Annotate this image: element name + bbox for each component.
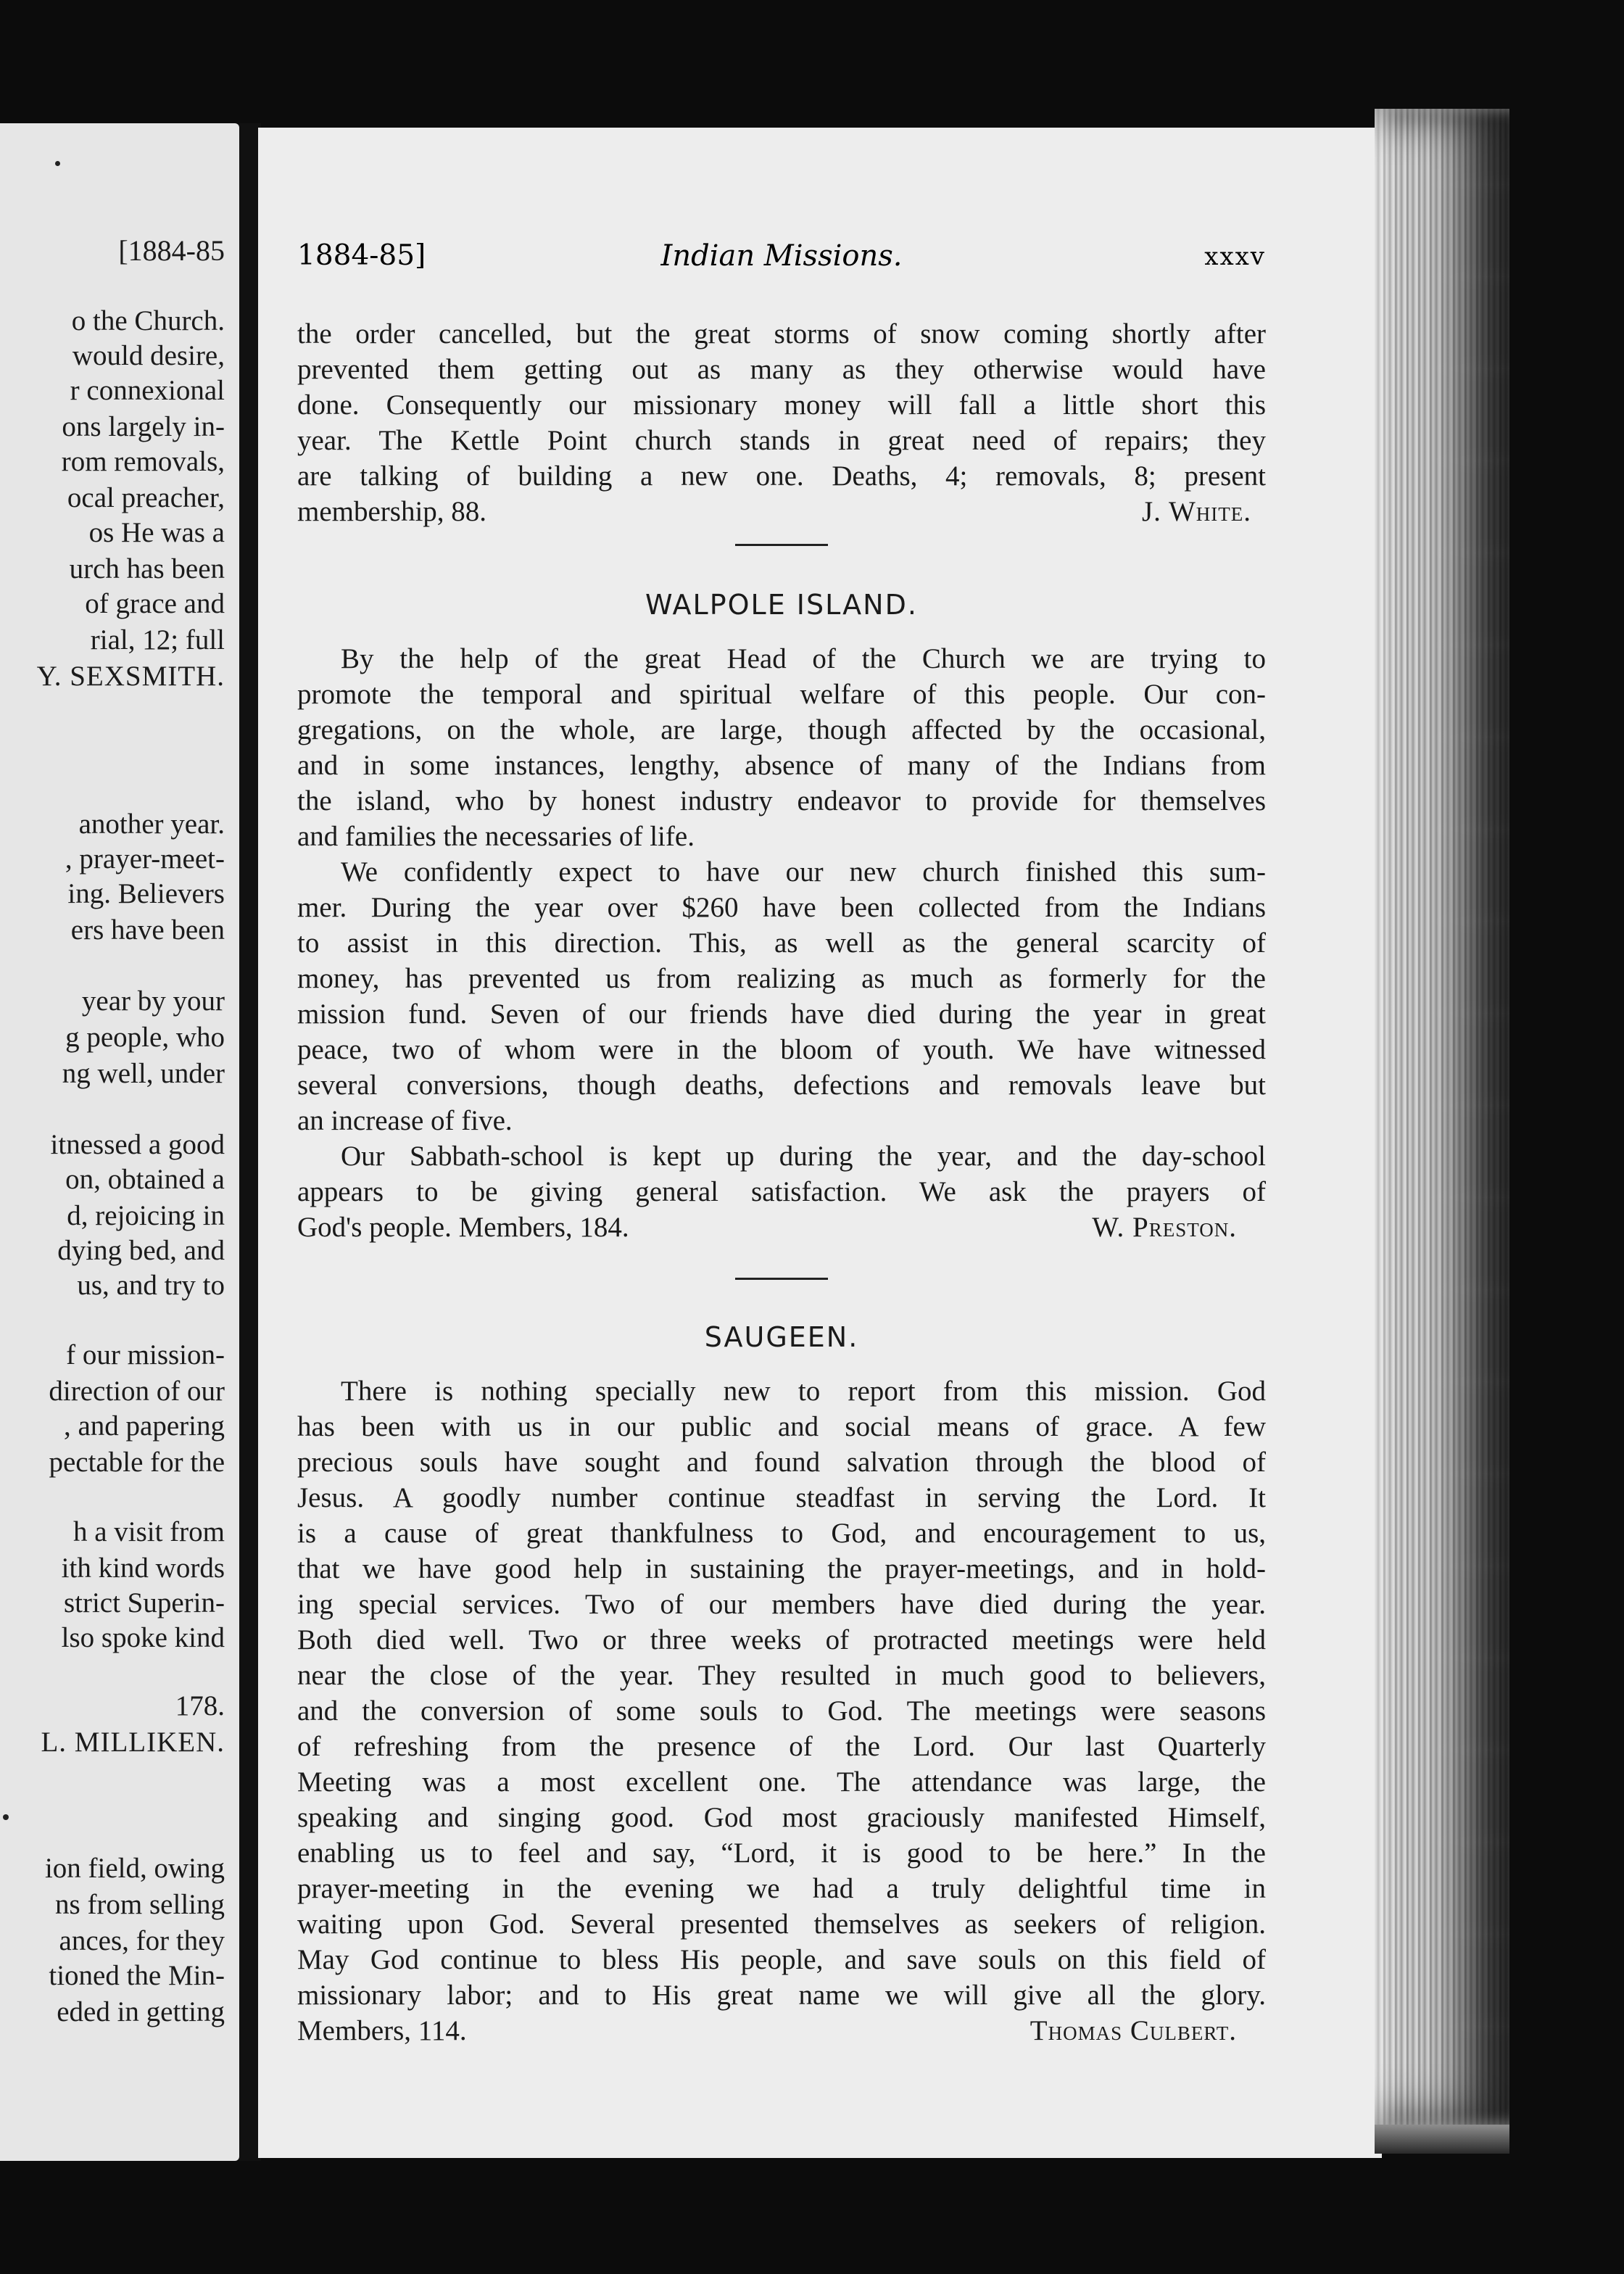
text-line: the order cancelled, but the great storms of snow coming shortly after xyxy=(297,318,1266,350)
left-page-line: ing. Believers xyxy=(67,878,225,909)
signature-white: J. White. xyxy=(1141,496,1251,527)
text-line: peace, two of whom were in the bloom of youth. We have witnessed xyxy=(297,1034,1266,1065)
header-years: 1884-85] xyxy=(297,239,426,272)
left-page-line: on, obtained a xyxy=(65,1164,225,1195)
text-line: done. Consequently our missionary money will fall a little short this xyxy=(297,389,1266,421)
text-line: promote the temporal and spiritual welfare of this people. Our con- xyxy=(297,679,1266,710)
left-page-line: direction of our xyxy=(49,1376,225,1407)
section-title-walpole: WALPOLE ISLAND. xyxy=(645,589,918,621)
text-line: of refreshing from the presence of the Lord. Our last Quarterly xyxy=(297,1731,1266,1762)
text-line: mer. During the year over $260 have been collected from the Indians xyxy=(297,892,1266,923)
left-page-line: strict Superin- xyxy=(63,1587,225,1618)
left-page-line: ons largely in- xyxy=(62,411,225,442)
text-line: By the help of the great Head of the Church we are trying to xyxy=(341,643,1266,674)
header-title: Indian Missions. xyxy=(660,239,903,273)
text-line: speaking and singing good. God most graciously manifested Himself, xyxy=(297,1802,1266,1833)
left-page-line: , and papering xyxy=(63,1410,225,1442)
text-line: appears to be giving general satisfaction. We ask the prayers of xyxy=(297,1176,1266,1207)
text-line: gregations, on the whole, are large, though affected by the occasional, xyxy=(297,714,1266,745)
ink-mark xyxy=(55,161,60,166)
left-page-line: , prayer-meet- xyxy=(65,843,225,875)
text-line: prayer-meeting in the evening we had a truly delightful time in xyxy=(297,1873,1266,1904)
left-page-line: d, rejoicing in xyxy=(67,1200,225,1231)
section-title-saugeen: SAUGEEN. xyxy=(704,1321,859,1353)
text-line: There is nothing specially new to report from this mission. God xyxy=(341,1376,1266,1407)
text-line: Jesus. A goodly number continue steadfast in serving the Lord. It xyxy=(297,1482,1266,1513)
left-page-line: another year. xyxy=(78,809,225,840)
walpole-paragraph-2 xyxy=(297,854,1266,1138)
text-line: Meeting was a most excellent one. The attendance was large, the xyxy=(297,1766,1266,1798)
ink-mark xyxy=(3,1814,9,1820)
text-line: Our Sabbath-school is kept up during the year, and the day-school xyxy=(341,1141,1266,1172)
left-page-line: ers have been xyxy=(70,914,225,946)
text-line: mission fund. Seven of our friends have died during the year in great xyxy=(297,999,1266,1030)
walpole-p3-last: God's people. Members, 184. xyxy=(297,1212,629,1243)
left-page-line: tioned the Min- xyxy=(49,1960,225,1991)
left-page-line: ances, for they xyxy=(59,1925,225,1956)
left-page-line: Y. SEXSMITH. xyxy=(36,661,225,692)
text-line: We confidently expect to have our new church finished this sum- xyxy=(341,856,1266,888)
text-line: is a cause of great thankfulness to God, and encouragement to us, xyxy=(297,1518,1266,1549)
text-line: precious souls have sought and found salvation through the blood of xyxy=(297,1447,1266,1478)
text-line: money, has prevented us from realizing as much as formerly for the xyxy=(297,963,1266,994)
left-page-line: h a visit from xyxy=(72,1516,225,1547)
signature-culbert: Thomas Culbert. xyxy=(1030,2015,1237,2046)
text-line: missionary labor; and to His great name we will give all the glory. xyxy=(297,1980,1266,2011)
left-page-line: itnessed a good xyxy=(50,1129,225,1160)
text-line: near the close of the year. They resulted in much good to believers, xyxy=(297,1660,1266,1691)
left-page-line: rial, 12; full xyxy=(90,624,225,656)
text-line: and the conversion of some souls to God. The meetings were seasons xyxy=(297,1695,1266,1727)
text-line: and in some instances, lengthy, absence of many of the Indians from xyxy=(297,750,1266,781)
left-page-line: 178. xyxy=(175,1690,225,1721)
left-page-line: lso spoke kind xyxy=(61,1622,225,1653)
left-page-line: f our mission- xyxy=(66,1339,225,1370)
text-line: Both died well. Two or three weeks of protracted meetings were held xyxy=(297,1624,1266,1655)
text-line: May God continue to bless His people, and save souls on this field of xyxy=(297,1944,1266,1975)
left-page-line: would desire, xyxy=(72,340,225,371)
text-line: has been with us in our public and social means of grace. A few xyxy=(297,1411,1266,1442)
left-page-line: dying bed, and xyxy=(57,1235,225,1266)
left-page-line: ion field, owing xyxy=(44,1853,225,1884)
left-page-line: year by your xyxy=(81,985,225,1017)
walpole-paragraph-3 xyxy=(297,1138,1266,1245)
text-line: ing special services. Two of our members have died during the year. xyxy=(297,1589,1266,1620)
page-edges-bottom xyxy=(1375,2125,1509,2154)
left-page-line: ocal preacher, xyxy=(67,482,225,513)
saugeen-last-line: Members, 114. xyxy=(297,2015,467,2046)
left-page-line: g people, who xyxy=(65,1022,225,1053)
left-page-line: ng well, under xyxy=(62,1058,225,1089)
left-page-line: of grace and xyxy=(85,588,225,619)
left-page-line: pectable for the xyxy=(49,1447,225,1478)
section-divider xyxy=(735,544,828,546)
text-line: enabling us to feel and say, “Lord, it is good to be here.” In the xyxy=(297,1837,1266,1869)
intro-last-line: membership, 88. xyxy=(297,496,487,527)
left-page-line: o the Church. xyxy=(71,305,225,336)
walpole-p2-last: an increase of five. xyxy=(297,1105,513,1136)
text-line: waiting upon God. Several presented themselves as seekers of religion. xyxy=(297,1909,1266,1940)
page-edges xyxy=(1375,109,1509,2125)
text-line: are talking of building a new one. Deaths, 4; removals, 8; present xyxy=(297,460,1266,492)
left-page-line: L. MILLIKEN. xyxy=(41,1727,225,1758)
walpole-paragraph-1 xyxy=(297,641,1266,854)
text-line: prevented them getting out as many as they otherwise would have xyxy=(297,354,1266,385)
running-header xyxy=(297,239,1266,283)
left-page-line: us, and try to xyxy=(77,1270,225,1301)
left-page-header: [1884-85 xyxy=(118,234,225,267)
text-line: that we have good help in sustaining the prayer-meetings, and in hold- xyxy=(297,1553,1266,1584)
text-line: to assist in this direction. This, as well as the general scarcity of xyxy=(297,927,1266,959)
left-page-line: eded in getting xyxy=(57,1996,225,2027)
intro-paragraph xyxy=(297,316,1266,529)
left-page-line: urch has been xyxy=(69,553,225,584)
left-page-line: r connexional xyxy=(70,375,225,406)
left-page-line: rom removals, xyxy=(61,446,225,477)
left-page-line: ith kind words xyxy=(61,1552,225,1584)
text-line: year. The Kettle Point church stands in great need of repairs; they xyxy=(297,425,1266,456)
walpole-p1-last: and families the necessaries of life. xyxy=(297,821,695,852)
left-page-line: os He was a xyxy=(88,517,225,548)
text-line: several conversions, though deaths, defections and removals leave but xyxy=(297,1070,1266,1101)
saugeen-paragraph xyxy=(297,1373,1266,2048)
signature-preston: W. Preston. xyxy=(1092,1212,1237,1243)
left-page-fragment xyxy=(0,123,239,2161)
left-page-line: ns from selling xyxy=(55,1889,225,1920)
text-line: the island, who by honest industry endeavor to provide for themselves xyxy=(297,785,1266,816)
page-number: xxxv xyxy=(1204,242,1266,271)
section-divider xyxy=(735,1278,828,1280)
